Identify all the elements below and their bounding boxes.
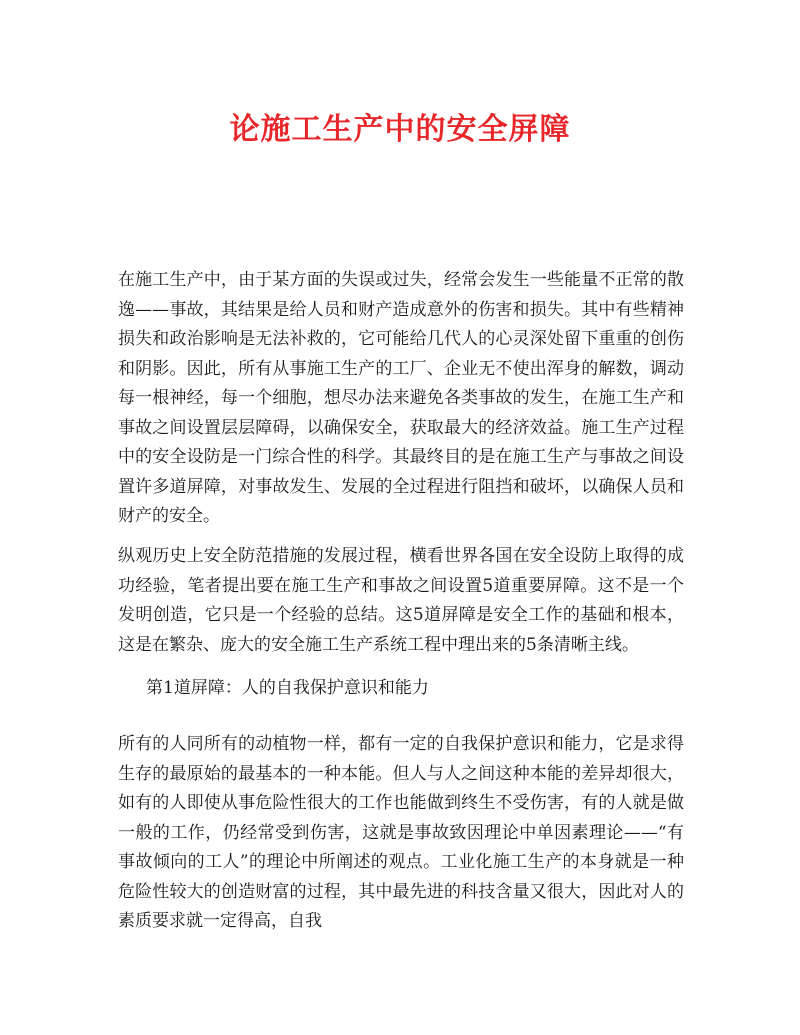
paragraph-barrier-1: 所有的人同所有的动植物一样，都有一定的自我保护意识和能力，它是求得生存的最原始的最基本的一种本能。但人与人之间这种本能的差异却很大，如有的人即使从事危险性很大的工作也能做到终生不受伤害，有的人就是做一般的工作，仍经常受到伤害，这就是事故致因理论中单因素理论——“有事故倾向的工人”的理论中所阐述的观点。工业化施工生产的本身就是一种危险性较大的创造财富的过程，其中最先进的科技含量又很大，因此对人的素质要求就一定得高，自我 xyxy=(118,734,684,931)
document-title: 论施工生产中的安全屏障 xyxy=(229,112,571,147)
section-heading-barrier-1: 第1道屏障：人的自我保护意识和能力 xyxy=(146,678,429,698)
paragraph-overview: 纵观历史上安全防范措施的发展过程，横看世界各国在安全设防上取得的成功经验，笔者提出要在施工生产和事故之间设置5道重要屏障。这不是一个发明创造，它只是一个经验的总结。这5道屏障是安全工作的基础和根本，这是在繁杂、庞大的安全施工生产系统工程中理出来的5条清晰主线。 xyxy=(118,546,684,655)
paragraph-intro: 在施工生产中，由于某方面的失误或过失，经常会发生一些能量不正常的散逸——事故，其结果是给人员和财产造成意外的伤害和损失。其中有些精神损失和政治影响是无法补救的，它可能给几代人的心灵深处留下重重的创伤和阴影。因此，所有从事施工生产的工厂、企业无不使出浑身的解数，调动每一根神经，每一个细胞，想尽办法来避免各类事故的发生，在施工生产和事故之间设置层层障碍，以确保安全，获取最大的经济效益。施工生产过程中的安全设防是一门综合性的科学。其最终目的是在施工生产与事故之间设置许多道屏障，对事故发生、发展的全过程进行阻挡和破坏，以确保人员和财产的安全。 xyxy=(118,270,684,526)
